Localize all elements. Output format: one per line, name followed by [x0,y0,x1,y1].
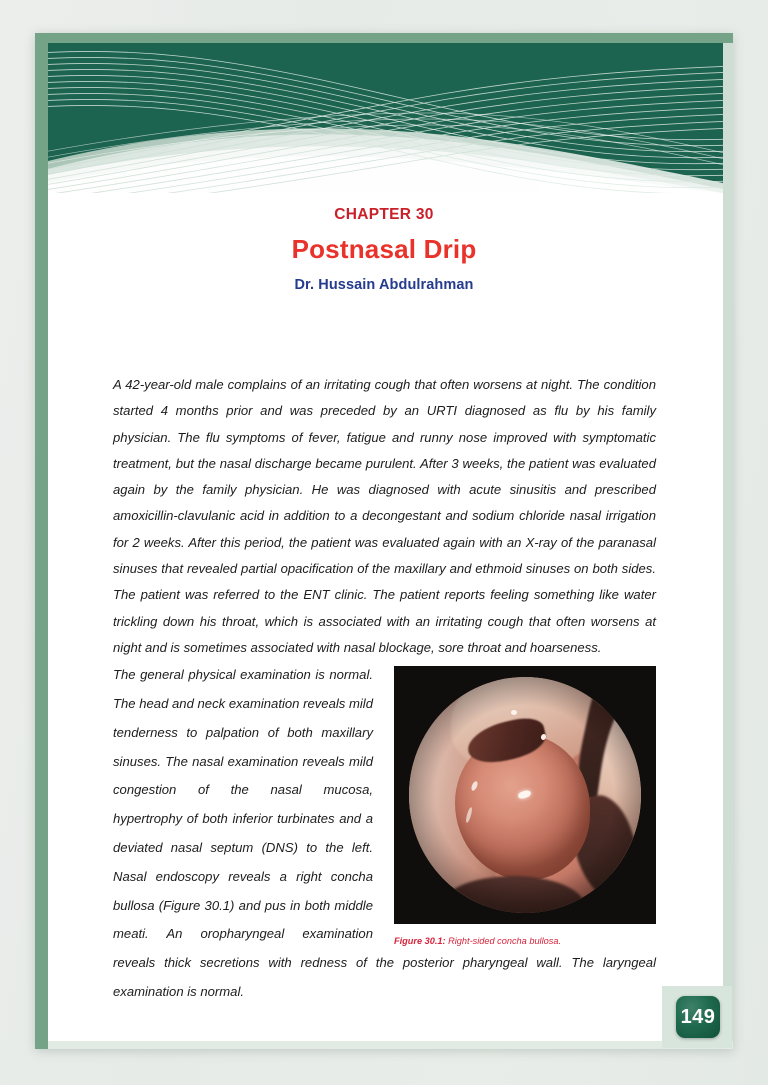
case-paragraph-1: A 42-year-old male complains of an irritating cough that often worsens at night. The condition started 4 months prior and was preceded by an URTI diagnosed as flu by his family physician. The flu symptoms of fever, fatigue and runny nose improved with symptomatic treatment, but the nasal discharge became purulent. After 3 weeks, the patient was evaluated again by the family physician. He was diagnosed with acute sinusitis and prescribed amoxicillin-clavulanic acid in addition to a decongestant and sodium chloride nasal irrigation for 2 weeks. After this period, the patient was evaluated again with an X-ray of the paranasal sinuses that revealed partial opacification of the maxillary and ethmoid sinuses on both sides. The patient was referred to the ENT clinic. The patient reports feeling something like water trickling down his throat, which is associated with an irritating cough that often worsens at night and is sometimes associated with nasal blockage, sore throat and hoarseness. [113,377,656,655]
page-title: Postnasal Drip [291,234,477,264]
case-paragraph-2: The general physical examination is normal. The head and neck examination reveals mild tenderness to palpation of both maxillary sinuses. The nasal examination reveals mild congestion of the nasal mucosa, hypertrophy of both inferior turbinates and a deviated nasal septum (DNS) to the left. Nasal endoscopy reveals a right concha bullosa (Figure 30.1) and pus in both middle meati. An oropharyngeal examination reveals thick secretions with redness of the posterior pharyngeal wall. The laryngeal examination is normal. [113,667,656,1000]
header-wave-decoration [48,43,723,193]
nasal-endoscopy-image [394,666,656,924]
figure-30-1 [394,666,656,948]
chapter-title-block [48,206,720,293]
page-number-badge: 149 [676,996,720,1038]
body-text-area [113,372,656,1007]
figure-caption [394,935,656,948]
figure-caption-text: Right-sided concha bullosa. [445,936,562,947]
figure-caption-label: Figure 30.1: [394,936,446,947]
endoscope-circular-view [409,677,641,913]
endoscope-vignette [409,677,641,913]
chapter-author: Dr. Hussain Abdulrahman [294,277,474,293]
chapter-label: CHAPTER 30 [334,206,434,223]
